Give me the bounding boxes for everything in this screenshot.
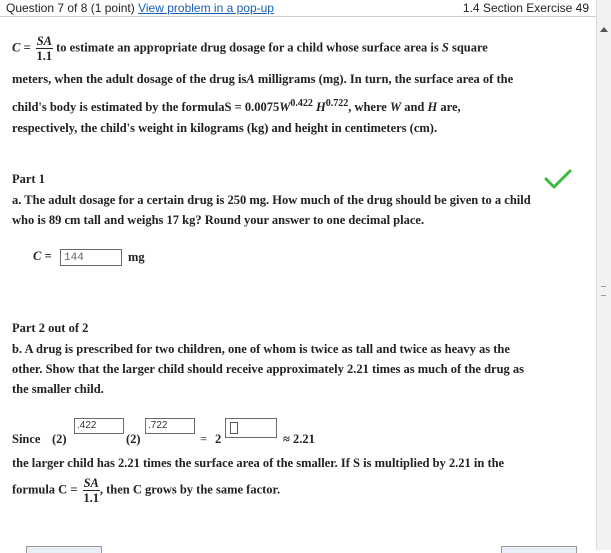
intro-text: meters, when the adult dosage of the drug is (12, 72, 247, 86)
intro-text: , where (348, 100, 390, 115)
fraction-numerator: SA (83, 476, 99, 490)
intro-text: milligrams (mg). In turn, the surface area of the (254, 72, 514, 86)
equals-sign: = (200, 432, 208, 446)
part2-question-line-2: other. Show that the larger child should receive approximately 2.21 times as much of the drug as (12, 362, 525, 376)
conclusion-line-2 (12, 476, 280, 505)
part2-question-line-3: the smaller child. (12, 382, 104, 396)
var-w: W (279, 100, 291, 115)
fraction-denominator: 1.1 (36, 49, 53, 63)
since-label: Since (12, 432, 41, 446)
section-title: 1.4 Section Exercise 49 (462, 1, 589, 15)
formula-lhs: C = (12, 40, 31, 55)
part2-question-line-1: b. A drug is prescribed for two children, one of whom is twice as tall and twice as heavy as the (12, 342, 510, 356)
intro-text: child's body is estimated by the formula (12, 100, 225, 115)
correct-check-icon (543, 168, 573, 190)
part1-question-line-1: a. The adult dosage for a certain drug is 250 mg. How much of the drug should be given to a child (12, 193, 531, 207)
question-status-line (6, 1, 274, 15)
answer-input[interactable]: 144 (60, 249, 122, 266)
exponent-input-1[interactable]: .422 (74, 418, 124, 434)
var-w: W (389, 100, 402, 115)
conclusion-line-1: the larger child has 2.21 times the surface area of the smaller. If S is multiplied by 2.21 in the (12, 456, 505, 470)
intro-line-3 (12, 98, 461, 115)
part1-title: Part 1 (12, 172, 45, 186)
dosage-fraction (36, 34, 53, 63)
answer-label: C = (33, 249, 52, 263)
cursor-icon (230, 422, 238, 434)
intro-text: and (401, 100, 428, 115)
answer-unit: mg (128, 250, 145, 264)
var-h: H (315, 100, 326, 115)
approx-value: ≈ 2.21 (283, 432, 315, 446)
intro-text: square (448, 40, 488, 55)
question-header (0, 0, 597, 16)
header-divider (0, 16, 597, 17)
part1-question-line-2: who is 89 cm tall and weighs 17 kg? Round your answer to one decimal place. (12, 213, 425, 227)
scroll-up-icon[interactable] (600, 27, 608, 32)
conclusion-fraction (83, 476, 100, 505)
exp-h: 0.722 (325, 98, 349, 109)
intro-text: to estimate an appropriate drug dosage for a child whose surface area is (56, 40, 442, 55)
intro-line-2 (12, 72, 513, 87)
intro-line-4: respectively, the child's weight in kilograms (kg) and height in centimeters (cm). (12, 121, 438, 135)
surface-formula: S = 0.0075 (224, 100, 280, 115)
scroll-grip-icon[interactable] (601, 286, 606, 296)
question-status: Question 7 of 8 (1 point) (6, 1, 135, 15)
base-1: (2) (52, 432, 67, 446)
intro-text: are, (437, 100, 461, 115)
exponent-input-2[interactable]: .722 (145, 418, 195, 434)
base-2: (2) (126, 432, 141, 446)
var-a: A (246, 72, 255, 86)
vertical-scrollbar[interactable] (596, 0, 611, 550)
fraction-denominator: 1.1 (83, 491, 100, 505)
var-h: H (427, 100, 438, 115)
exp-w: 0.422 (290, 98, 313, 109)
exponent-input-3[interactable] (225, 418, 277, 438)
part2-title: Part 2 out of 2 (12, 321, 89, 335)
conclusion-text: , then C grows by the same factor. (99, 482, 281, 497)
fraction-numerator: SA (36, 34, 53, 48)
base-two: 2 (215, 432, 222, 446)
formula-label: formula C = (12, 482, 78, 497)
popup-link[interactable]: View problem in a pop-up (138, 1, 274, 15)
intro-line-1 (12, 34, 488, 63)
var-s: S (441, 40, 449, 55)
